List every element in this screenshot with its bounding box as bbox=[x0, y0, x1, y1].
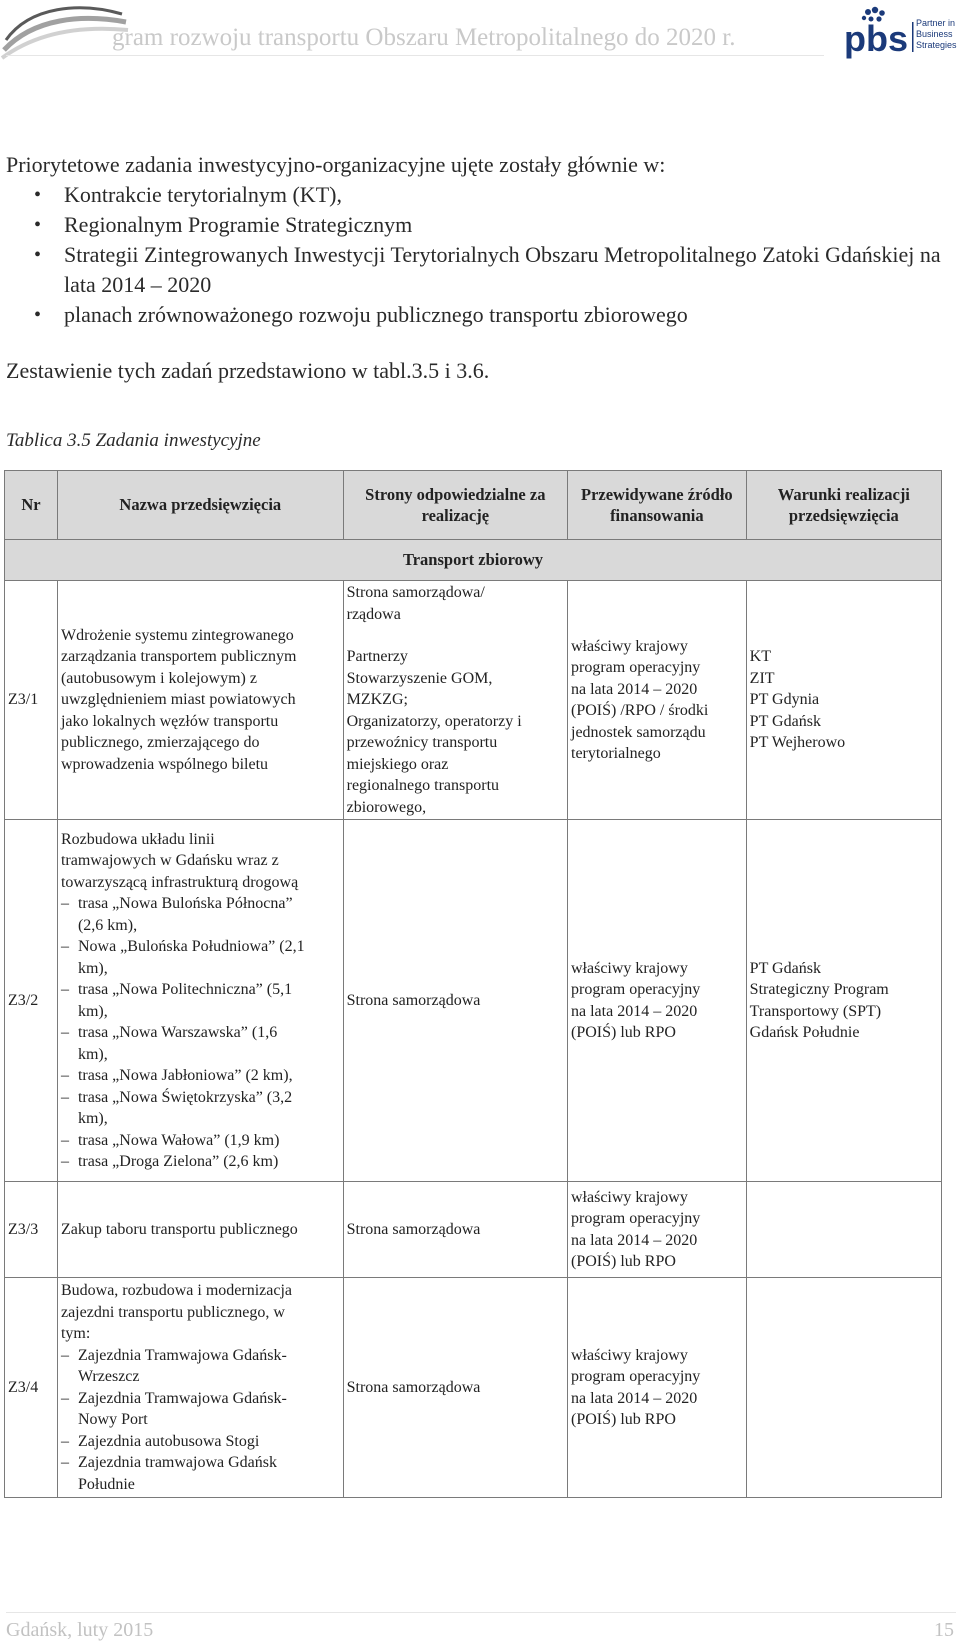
conditions-line: ZIT bbox=[749, 669, 775, 687]
route-item: – trasa „Nowa Jabłoniowa” (2 km), bbox=[61, 1065, 340, 1087]
footer-place-date: Gdańsk, luty 2015 bbox=[6, 1619, 154, 1641]
logo-tagline: Partner in Business Strategies bbox=[916, 18, 957, 50]
funding-line: właściwy krajowy bbox=[571, 637, 688, 655]
name-line: wprowadzenia wspólnego biletu bbox=[60, 755, 269, 773]
bullet-item: • Regionalnym Programie Strategicznym bbox=[6, 210, 956, 240]
name-line: zajezdni transportu publicznego, w bbox=[60, 1303, 285, 1321]
route-item: – trasa „Nowa Politechniczna” (5,1 bbox=[61, 979, 340, 1001]
funding-line: (POIŚ) lub RPO bbox=[571, 1411, 676, 1428]
page-header bbox=[0, 0, 960, 70]
route-item-cont: km), bbox=[77, 1110, 108, 1127]
name-line: (autobusowym i kolejowym) z bbox=[60, 669, 257, 687]
parties-line: Stowarzyszenie GOM, bbox=[346, 669, 493, 687]
section-title: Transport zbiorowy bbox=[5, 540, 942, 581]
depot-item-cont: Południe bbox=[77, 1475, 135, 1493]
intro-section bbox=[6, 150, 956, 330]
name-line: tramwajowych w Gdańsku wraz z bbox=[60, 852, 279, 869]
header-nr: Nr bbox=[5, 471, 58, 540]
logo-wordmark: pbs bbox=[844, 18, 909, 59]
row-nr: Z3/4 bbox=[5, 1278, 58, 1498]
funding-line: (POIŚ) /RPO / środki bbox=[571, 702, 709, 719]
conditions-line: KT bbox=[749, 648, 771, 666]
conditions-line: PT Gdańsk bbox=[749, 712, 821, 730]
table-header-row bbox=[5, 471, 942, 540]
route-item-cont: km), bbox=[77, 1045, 108, 1063]
header-title: gram rozwoju transportu Obszaru Metropolitalnego do 2020 r. bbox=[112, 24, 736, 51]
parties-line: MZKZG; bbox=[346, 691, 408, 708]
row-name bbox=[57, 820, 343, 1182]
summary-text: Zestawienie tych zadań przedstawiono w tabl.3.5 i 3.6. bbox=[6, 358, 490, 383]
route-item: – trasa „Nowa Wałowa” (1,9 km) bbox=[61, 1130, 340, 1152]
row-funding bbox=[568, 820, 747, 1182]
funding-line: na lata 2014 – 2020 bbox=[571, 1231, 698, 1249]
depot-item-cont: Nowy Port bbox=[77, 1411, 148, 1428]
parties-line: Strona samorządowa/ bbox=[346, 584, 485, 601]
footer-rule bbox=[6, 1612, 956, 1613]
conditions-line: PT Wejherowo bbox=[749, 734, 846, 752]
row-nr: Z3/1 bbox=[5, 581, 58, 820]
name-line: Wdrożenie systemu zintegrowanego bbox=[60, 626, 294, 644]
row-funding bbox=[568, 581, 747, 820]
page-number: 15 bbox=[934, 1619, 954, 1641]
depot-item: – Zajezdnia Tramwajowa Gdańsk- bbox=[61, 1345, 340, 1367]
funding-line: program operacyjny bbox=[571, 981, 701, 998]
investment-table bbox=[4, 470, 942, 1498]
parties-line: miejskiego oraz bbox=[346, 755, 449, 773]
depot-item: – Zajezdnia Tramwajowa Gdańsk- bbox=[61, 1388, 340, 1410]
depot-item-cont: Wrzeszcz bbox=[77, 1368, 140, 1385]
bullet-item: • Kontrakcie terytorialnym (KT), bbox=[6, 180, 956, 210]
route-item: – Nowa „Bulońska Południowa” (2,1 bbox=[61, 936, 340, 958]
table-row bbox=[5, 820, 942, 1182]
header-parties: Strony odpowiedzialne za realizację bbox=[343, 471, 567, 540]
row-conditions bbox=[746, 1278, 941, 1498]
intro-lead: Priorytetowe zadania inwestycyjno-organizacyjne ujęte zostały głównie w: bbox=[6, 152, 666, 177]
row-parties: Strona samorządowa bbox=[343, 1278, 567, 1498]
row-parties: Strona samorządowa bbox=[343, 1182, 567, 1278]
table-row bbox=[5, 1182, 942, 1278]
conditions-line: PT Gdańsk bbox=[749, 959, 821, 977]
row-name: Zakup taboru transportu publicznego bbox=[57, 1182, 343, 1278]
row-parties: Strona samorządowa bbox=[343, 820, 567, 1182]
funding-line: właściwy krajowy bbox=[571, 1188, 688, 1206]
funding-line: właściwy krajowy bbox=[571, 1346, 688, 1364]
funding-line: właściwy krajowy bbox=[571, 959, 688, 977]
header-name: Nazwa przedsięwzięcia bbox=[57, 471, 343, 540]
table-row bbox=[5, 1278, 942, 1498]
row-nr: Z3/3 bbox=[5, 1182, 58, 1278]
name-line: towarzyszącą infrastrukturą drogową bbox=[60, 873, 299, 891]
conditions-line: Gdańsk Południe bbox=[749, 1024, 860, 1041]
name-line: tym: bbox=[60, 1325, 91, 1342]
conditions-line: Strategiczny Program bbox=[749, 981, 889, 998]
row-name bbox=[57, 581, 343, 820]
row-conditions bbox=[746, 820, 941, 1182]
conditions-line: Transportowy (SPT) bbox=[749, 1002, 882, 1020]
row-conditions bbox=[746, 581, 941, 820]
section-row bbox=[5, 540, 942, 581]
parties-line: zbiorowego, bbox=[346, 798, 427, 816]
funding-line: (POIŚ) lub RPO bbox=[571, 1024, 676, 1041]
route-item: – trasa „Nowa Świętokrzyska” (3,2 bbox=[61, 1087, 340, 1109]
bullet-item: • planach zrównoważonego rozwoju publicznego transportu zbiorowego bbox=[6, 300, 956, 330]
parties-line: rządowa bbox=[346, 605, 401, 623]
funding-line: na lata 2014 – 2020 bbox=[571, 1389, 698, 1407]
conditions-line: PT Gdynia bbox=[749, 691, 820, 709]
funding-line: (POIŚ) lub RPO bbox=[571, 1253, 676, 1270]
row-name bbox=[57, 1278, 343, 1498]
funding-line: program operacyjny bbox=[571, 1210, 701, 1227]
depot-item: – Zajezdnia autobusowa Stogi bbox=[61, 1431, 340, 1453]
route-item: – trasa „Nowa Bulońska Północna” bbox=[61, 893, 340, 915]
name-line: uwzględnieniem miast powiatowych bbox=[60, 691, 296, 709]
row-funding bbox=[568, 1278, 747, 1498]
name-line: publicznego, zmierzającego do bbox=[60, 734, 260, 752]
funding-line: program operacyjny bbox=[571, 659, 701, 676]
row-funding bbox=[568, 1182, 747, 1278]
intro-bullet-list bbox=[6, 180, 956, 330]
name-line: Rozbudowa układu linii bbox=[60, 830, 215, 848]
funding-line: na lata 2014 – 2020 bbox=[571, 680, 698, 698]
parties-line: regionalnego transportu bbox=[346, 777, 500, 794]
funding-line: terytorialnego bbox=[571, 745, 661, 762]
parties-line: przewoźnicy transportu bbox=[346, 734, 498, 751]
row-parties bbox=[343, 581, 567, 820]
header-rule bbox=[6, 55, 824, 56]
name-line: zarządzania transportem publicznym bbox=[60, 648, 297, 666]
swoosh-logo-icon bbox=[0, 0, 130, 62]
name-line: Budowa, rozbudowa i modernizacja bbox=[60, 1282, 292, 1299]
row-conditions bbox=[746, 1182, 941, 1278]
depot-item: – Zajezdnia tramwajowa Gdańsk bbox=[61, 1452, 340, 1474]
route-item: – trasa „Droga Zielona” (2,6 km) bbox=[61, 1151, 340, 1173]
header-conditions: Warunki realizacji przedsięwzięcia bbox=[746, 471, 941, 540]
funding-line: program operacyjny bbox=[571, 1368, 701, 1385]
parties-line: Partnerzy bbox=[346, 648, 408, 665]
funding-line: jednostek samorządu bbox=[571, 723, 706, 741]
table-caption: Tablica 3.5 Zadania inwestycyjne bbox=[6, 430, 261, 451]
parties-line: Organizatorzy, operatorzy i bbox=[346, 712, 522, 730]
row-nr: Z3/2 bbox=[5, 820, 58, 1182]
route-item-cont: (2,6 km), bbox=[77, 916, 138, 934]
funding-line: na lata 2014 – 2020 bbox=[571, 1002, 698, 1020]
name-line: jako lokalnych węzłów transportu bbox=[60, 712, 279, 730]
route-item: – trasa „Nowa Warszawska” (1,6 bbox=[61, 1022, 340, 1044]
route-item-cont: km), bbox=[77, 1002, 108, 1020]
table-row bbox=[5, 581, 942, 820]
bullet-item: • Strategii Zintegrowanych Inwestycji Terytorialnych Obszaru Metropolitalnego Zatoki Gdańskiej na lata 2014 – 2020 bbox=[6, 240, 956, 300]
header-funding: Przewidywane źródło finansowania bbox=[568, 471, 747, 540]
route-item-cont: km), bbox=[77, 959, 108, 977]
